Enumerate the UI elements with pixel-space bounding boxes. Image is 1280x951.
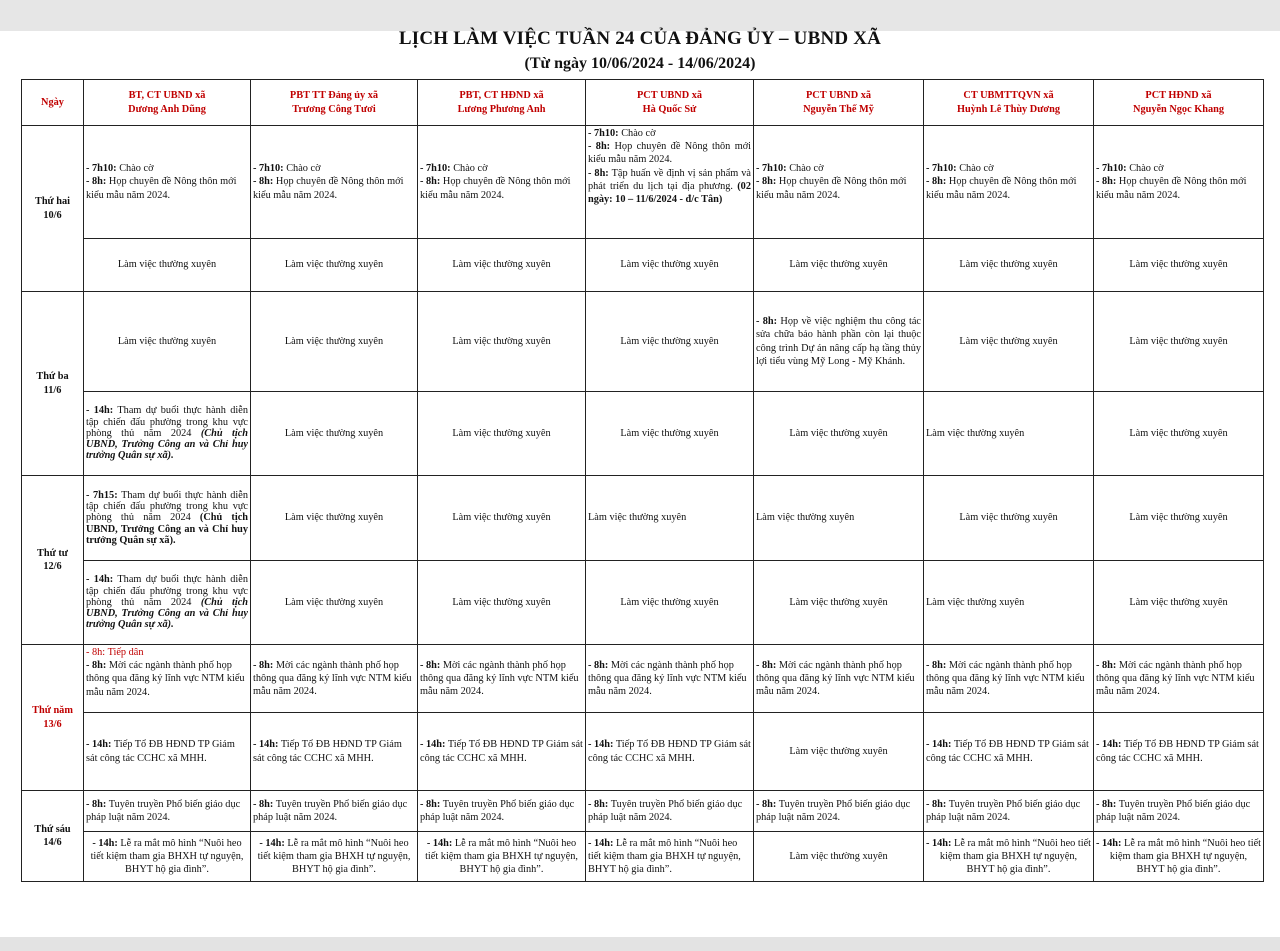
cell-mon-am-3 xyxy=(418,126,586,239)
text: Tiếp Tổ ĐB HĐND TP Giám sát công tác CCHC xã MHH. xyxy=(86,739,235,764)
cell-wed-am-7: Làm việc thường xuyên xyxy=(1094,476,1264,561)
cell-mon-am-5 xyxy=(754,126,924,239)
time: - 8h: xyxy=(926,176,947,188)
day-date: 13/6 xyxy=(43,718,62,730)
text: Tiếp Tổ ĐB HĐND TP Giám sát công tác CCHC xã MHH. xyxy=(926,739,1089,764)
header-day-label: Ngày xyxy=(41,96,64,108)
cell-thu-am-7 xyxy=(1094,645,1264,713)
time: - 7h10: xyxy=(253,163,284,175)
text: Lễ ra mắt mô hình “Nuôi heo tiết kiệm tham gia BHXH tự nguyện, BHYT hộ gia đình”. xyxy=(425,837,578,876)
cell-tue-am-4: Làm việc thường xuyên xyxy=(586,292,754,392)
time: - 14h: xyxy=(926,837,952,849)
day-cell-thu xyxy=(22,645,84,791)
text: Mời các ngành thành phố họp thông qua đăng ký lĩnh vực NTM kiểu mẫu năm 2024. xyxy=(253,659,412,698)
time: - 7h10: xyxy=(86,163,117,175)
day-date: 11/6 xyxy=(43,384,62,396)
page-subtitle: (Từ ngày 10/06/2024 - 14/06/2024) xyxy=(524,55,756,72)
day-name: Thứ hai xyxy=(34,196,71,208)
text: Lễ ra mắt mô hình “Nuôi heo tiết kiệm tham gia BHXH tự nguyện, BHYT hộ gia đình”. xyxy=(588,837,741,876)
time: - 8h: xyxy=(1096,798,1117,810)
time: - 8h: xyxy=(86,798,107,810)
header-col-3 xyxy=(418,80,586,126)
time: - 8h: xyxy=(86,647,106,658)
time: - 14h: xyxy=(420,739,446,751)
cell-wed-pm-4: Làm việc thường xuyên xyxy=(586,561,754,645)
time: - 8h: xyxy=(420,659,441,671)
row-fri-pm xyxy=(22,832,1264,882)
header-role: PBT TT Đảng ủy xã xyxy=(289,90,379,102)
time: - 14h: xyxy=(588,837,614,849)
text: Lễ ra mắt mô hình “Nuôi heo tiết kiệm tham gia BHXH tự nguyện, BHYT hộ gia đình”. xyxy=(90,837,244,876)
time: - 8h: xyxy=(1096,176,1117,188)
row-wed-pm xyxy=(22,561,1264,645)
text: Mời các ngành thành phố họp thông qua đăng ký lĩnh vực NTM kiểu mẫu năm 2024. xyxy=(420,659,579,698)
time: - 14h: xyxy=(588,739,614,751)
cell-wed-am-4: Làm việc thường xuyên xyxy=(586,476,754,561)
bottom-gray-bar xyxy=(0,937,1280,951)
time: - 7h10: xyxy=(420,163,451,175)
cell-wed-am-1 xyxy=(84,476,251,561)
day-date: 14/6 xyxy=(43,837,62,848)
header-role: PCT UBND xã xyxy=(636,90,703,102)
text: Tuyên truyền Phổ biến giáo dục pháp luật năm 2024. xyxy=(253,798,408,823)
cell-wed-am-5: Làm việc thường xuyên xyxy=(754,476,924,561)
time: - 14h: xyxy=(1096,837,1122,849)
cell-thu-pm-3 xyxy=(418,713,586,791)
cell-thu-pm-6 xyxy=(924,713,1094,791)
time: - 14h: xyxy=(92,837,118,849)
cell-fri-pm-2 xyxy=(251,832,418,882)
day-name: Thứ tư xyxy=(37,547,68,559)
day-name: Thứ ba xyxy=(36,371,69,383)
cell-tue-am-1: Làm việc thường xuyên xyxy=(84,292,251,392)
time: - 14h: xyxy=(259,837,285,849)
time: - 14h: xyxy=(86,739,112,751)
cell-thu-am-5 xyxy=(754,645,924,713)
cell-fri-am-4 xyxy=(586,791,754,832)
header-person: Nguyễn Ngọc Khang xyxy=(1133,103,1224,115)
text: Lễ ra mắt mô hình “Nuôi heo tiết kiệm tham gia BHXH tự nguyện, BHYT hộ gia đình”. xyxy=(1109,837,1262,876)
header-person: Lương Phương Anh xyxy=(457,103,546,115)
text: Chào cờ xyxy=(1129,163,1164,175)
day-date: 12/6 xyxy=(43,561,62,572)
cell-fri-am-7 xyxy=(1094,791,1264,832)
time: - 14h: xyxy=(86,405,114,417)
note: (Chủ tịch UBND, Trưởng Công an và Chỉ huy trưởng Quân sự xã). xyxy=(86,512,248,546)
cell-wed-pm-6: Làm việc thường xuyên xyxy=(924,561,1094,645)
header-role: PCT HĐND xã xyxy=(1145,90,1212,102)
text: Chào cờ xyxy=(453,163,488,175)
cell-wed-pm-2: Làm việc thường xuyên xyxy=(251,561,418,645)
text: Tiếp Tổ ĐB HĐND TP Giám sát công tác CCHC xã MHH. xyxy=(420,739,583,764)
time: - 8h: xyxy=(756,316,778,328)
cell-fri-am-2 xyxy=(251,791,418,832)
cell-fri-pm-7 xyxy=(1094,832,1264,882)
text: Tiếp Tổ ĐB HĐND TP Giám sát công tác CCHC xã MHH. xyxy=(253,739,402,764)
row-tue-pm xyxy=(22,392,1264,476)
time: - 14h: xyxy=(1096,739,1122,751)
cell-fri-pm-5: Làm việc thường xuyên xyxy=(754,832,924,882)
cell-wed-pm-1 xyxy=(84,561,251,645)
header-col-4 xyxy=(586,80,754,126)
text: Họp chuyên đề Nông thôn mới kiểu mẫu năm 2024. xyxy=(253,176,404,201)
text: Lễ ra mắt mô hình “Nuôi heo tiết kiệm tham gia BHXH tự nguyện, BHYT hộ gia đình”. xyxy=(939,837,1092,876)
text: Họp chuyên đề Nông thôn mới kiểu mẫu năm 2024. xyxy=(86,176,237,201)
day-cell-fri xyxy=(22,791,84,882)
time: - 8h: xyxy=(86,176,107,188)
cell-fri-pm-1 xyxy=(84,832,251,882)
cell-tue-am-3: Làm việc thường xuyên xyxy=(418,292,586,392)
cell-mon-am-6 xyxy=(924,126,1094,239)
time: - 7h15: xyxy=(86,489,118,501)
cell-thu-am-1 xyxy=(84,645,251,713)
time: - 8h: xyxy=(756,659,777,671)
page-title: LỊCH LÀM VIỆC TUẦN 24 CỦA ĐẢNG ỦY – UBND XÃ xyxy=(398,28,882,49)
cell-thu-am-4 xyxy=(586,645,754,713)
cell-mon-pm-3: Làm việc thường xuyên xyxy=(418,239,586,292)
cell-wed-am-2: Làm việc thường xuyên xyxy=(251,476,418,561)
cell-tue-pm-3: Làm việc thường xuyên xyxy=(418,392,586,476)
time: - 8h: xyxy=(926,798,947,810)
header-person: Huỳnh Lê Thùy Dương xyxy=(957,103,1060,115)
time: - 7h10: xyxy=(926,163,957,175)
text: Mời các ngành thành phố họp thông qua đăng ký lĩnh vực NTM kiểu mẫu năm 2024. xyxy=(756,659,915,698)
time: - 14h: xyxy=(926,739,952,751)
time: - 8h: xyxy=(588,141,611,153)
text: Tham dự buổi thực hành diễn tập chiến đấu phường trong khu vực phòng thủ năm 2024 xyxy=(86,489,249,524)
cell-wed-pm-5: Làm việc thường xuyên xyxy=(754,561,924,645)
text: Mời các ngành thành phố họp thông qua đăng ký lĩnh vực NTM kiểu mẫu năm 2024. xyxy=(1096,659,1255,698)
day-date: 10/6 xyxy=(43,209,62,221)
header-person: Nguyễn Thế Mỹ xyxy=(803,103,874,115)
time: - 7h10: xyxy=(588,128,619,139)
text: Tham dự buổi thực hành diễn tập chiến đấu phường trong khu vực phòng thủ năm 2024 xyxy=(86,405,248,439)
cell-thu-am-3 xyxy=(418,645,586,713)
text: Mời các ngành thành phố họp thông qua đăng ký lĩnh vực NTM kiểu mẫu năm 2024. xyxy=(86,660,245,698)
text: Tuyên truyền Phổ biến giáo dục pháp luật năm 2024. xyxy=(86,798,241,823)
cell-thu-pm-4 xyxy=(586,713,754,791)
header-role: PBT, CT HĐND xã xyxy=(459,90,544,102)
cell-mon-am-1 xyxy=(84,126,251,239)
cell-mon-pm-4: Làm việc thường xuyên xyxy=(586,239,754,292)
text: Chào cờ xyxy=(621,128,656,139)
text: Họp về việc nghiệm thu công tác sửa chữa bảo hành phần còn lại thuộc công trình Dự án nâng cấp hạ tầng thủy lợi tiểu vùng Mỹ Long - Mỹ Khánh. xyxy=(756,316,921,367)
text: Tiếp Tổ ĐB HĐND TP Giám sát công tác CCHC xã MHH. xyxy=(588,739,751,764)
header-day xyxy=(22,80,84,126)
row-mon-am xyxy=(22,126,1264,239)
cell-wed-am-3: Làm việc thường xuyên xyxy=(418,476,586,561)
header-role: CT UBMTTQVN xã xyxy=(963,90,1054,102)
text: Họp chuyên đề Nông thôn mới kiểu mẫu năm 2024. xyxy=(588,141,752,166)
cell-tue-pm-7: Làm việc thường xuyên xyxy=(1094,392,1264,476)
schedule-table xyxy=(21,79,1264,882)
cell-tue-pm-2: Làm việc thường xuyên xyxy=(251,392,418,476)
time: - 8h: xyxy=(253,798,274,810)
time: - 8h: xyxy=(1096,659,1117,671)
cell-thu-am-2 xyxy=(251,645,418,713)
day-cell-wed xyxy=(22,476,84,645)
time: - 8h: xyxy=(420,798,441,810)
text: Họp chuyên đề Nông thôn mới kiểu mẫu năm 2024. xyxy=(926,176,1077,201)
text: Tiếp dân xyxy=(107,647,144,658)
header-col-1 xyxy=(84,80,251,126)
cell-tue-am-2: Làm việc thường xuyên xyxy=(251,292,418,392)
text: Chào cờ xyxy=(959,163,994,175)
text: Tuyên truyền Phổ biến giáo dục pháp luật năm 2024. xyxy=(926,798,1081,823)
time: - 14h: xyxy=(426,837,453,849)
row-thu-pm xyxy=(22,713,1264,791)
time: - 7h10: xyxy=(1096,163,1127,175)
header-col-2 xyxy=(251,80,418,126)
cell-tue-pm-4: Làm việc thường xuyên xyxy=(586,392,754,476)
top-gray-bar xyxy=(0,0,1280,31)
cell-fri-pm-3 xyxy=(418,832,586,882)
time: - 8h: xyxy=(756,176,777,188)
text: Tham dự buổi thực hành diễn tập chiến đấu phường trong khu vực phòng thủ năm 2024 xyxy=(86,574,248,608)
text: Mời các ngành thành phố họp thông qua đăng ký lĩnh vực NTM kiểu mẫu năm 2024. xyxy=(588,659,747,698)
cell-wed-am-6: Làm việc thường xuyên xyxy=(924,476,1094,561)
cell-mon-am-4 xyxy=(586,126,754,239)
text: Tuyên truyền Phổ biến giáo dục pháp luật năm 2024. xyxy=(420,798,575,823)
text: Tuyên truyền Phổ biến giáo dục pháp luật năm 2024. xyxy=(1096,798,1251,823)
row-wed-am xyxy=(22,476,1264,561)
cell-thu-am-6 xyxy=(924,645,1094,713)
header-role: PCT UBND xã xyxy=(805,90,872,102)
cell-fri-am-5 xyxy=(754,791,924,832)
note: (Chủ tịch UBND, Trưởng Công an và Chỉ huy trưởng Quân sự xã). xyxy=(86,596,248,631)
row-fri-am xyxy=(22,791,1264,832)
text: Chào cờ xyxy=(789,163,824,175)
note: (Chủ tịch UBND, Trưởng Công an và Chỉ huy trưởng Quân sự xã). xyxy=(86,427,248,462)
text: Tập huấn về định vị sản phẩm và phát triển du lịch tại địa phương. xyxy=(588,167,752,192)
header-col-7 xyxy=(1094,80,1264,126)
cell-tue-pm-1 xyxy=(84,392,251,476)
time: - 8h: xyxy=(588,659,609,671)
text: Họp chuyên đề Nông thôn mới kiểu mẫu năm 2024. xyxy=(420,176,571,201)
time: - 8h: xyxy=(926,659,947,671)
time: - 8h: xyxy=(588,167,609,179)
time: - 14h: xyxy=(253,739,279,751)
cell-tue-am-5 xyxy=(754,292,924,392)
header-col-6 xyxy=(924,80,1094,126)
cell-thu-pm-1 xyxy=(84,713,251,791)
text: Họp chuyên đề Nông thôn mới kiểu mẫu năm 2024. xyxy=(1096,176,1247,201)
cell-tue-am-7: Làm việc thường xuyên xyxy=(1094,292,1264,392)
text: Chào cờ xyxy=(286,163,321,175)
cell-tue-pm-6: Làm việc thường xuyên xyxy=(924,392,1094,476)
time: - 7h10: xyxy=(756,163,787,175)
text: Tuyên truyền Phổ biến giáo dục pháp luật năm 2024. xyxy=(756,798,911,823)
text: Lễ ra mắt mô hình “Nuôi heo tiết kiệm tham gia BHXH tự nguyện, BHYT hộ gia đình”. xyxy=(257,837,411,876)
cell-fri-pm-4 xyxy=(586,832,754,882)
text: Tuyên truyền Phổ biến giáo dục pháp luật năm 2024. xyxy=(588,798,743,823)
row-mon-pm xyxy=(22,239,1264,292)
cell-mon-pm-6: Làm việc thường xuyên xyxy=(924,239,1094,292)
time: - 8h: xyxy=(253,659,274,671)
day-cell-tue xyxy=(22,292,84,476)
text: Tiếp Tổ ĐB HĐND TP Giám sát công tác CCHC xã MHH. xyxy=(1096,739,1259,764)
cell-tue-am-6: Làm việc thường xuyên xyxy=(924,292,1094,392)
row-thu-am xyxy=(22,645,1264,713)
cell-mon-am-2 xyxy=(251,126,418,239)
header-row xyxy=(22,80,1264,126)
text: Chào cờ xyxy=(119,163,154,175)
cell-mon-pm-5: Làm việc thường xuyên xyxy=(754,239,924,292)
day-cell-mon xyxy=(22,126,84,292)
cell-mon-am-7 xyxy=(1094,126,1264,239)
day-name: Thứ sáu xyxy=(34,823,71,835)
day-name: Thứ năm xyxy=(32,705,73,717)
cell-mon-pm-2: Làm việc thường xuyên xyxy=(251,239,418,292)
time: - 14h: xyxy=(86,574,114,586)
cell-fri-am-3 xyxy=(418,791,586,832)
cell-fri-pm-6 xyxy=(924,832,1094,882)
text: Họp chuyên đề Nông thôn mới kiểu mẫu năm 2024. xyxy=(756,176,907,201)
header-role: BT, CT UBND xã xyxy=(128,90,206,102)
cell-thu-pm-2 xyxy=(251,713,418,791)
header-col-5 xyxy=(754,80,924,126)
text: Mời các ngành thành phố họp thông qua đăng ký lĩnh vực NTM kiểu mẫu năm 2024. xyxy=(926,659,1085,698)
cell-fri-am-6 xyxy=(924,791,1094,832)
cell-wed-pm-3: Làm việc thường xuyên xyxy=(418,561,586,645)
cell-thu-pm-7 xyxy=(1094,713,1264,791)
cell-thu-pm-5: Làm việc thường xuyên xyxy=(754,713,924,791)
time: - 8h: xyxy=(756,798,777,810)
time: - 8h: xyxy=(253,176,274,188)
time: - 8h: xyxy=(588,798,609,810)
time: - 8h: xyxy=(86,660,107,672)
row-tue-am xyxy=(22,292,1264,392)
note: (02 ngày: 10 – 11/6/2024 - đ/c Tân) xyxy=(588,180,751,205)
header-person: Hà Quốc Sử xyxy=(642,103,697,115)
cell-tue-pm-5: Làm việc thường xuyên xyxy=(754,392,924,476)
cell-wed-pm-7: Làm việc thường xuyên xyxy=(1094,561,1264,645)
time: - 8h: xyxy=(420,176,441,188)
cell-mon-pm-7: Làm việc thường xuyên xyxy=(1094,239,1264,292)
cell-fri-am-1 xyxy=(84,791,251,832)
cell-mon-pm-1: Làm việc thường xuyên xyxy=(84,239,251,292)
header-person: Trương Công Tươi xyxy=(292,103,376,115)
header-person: Dương Anh Dũng xyxy=(128,103,206,115)
